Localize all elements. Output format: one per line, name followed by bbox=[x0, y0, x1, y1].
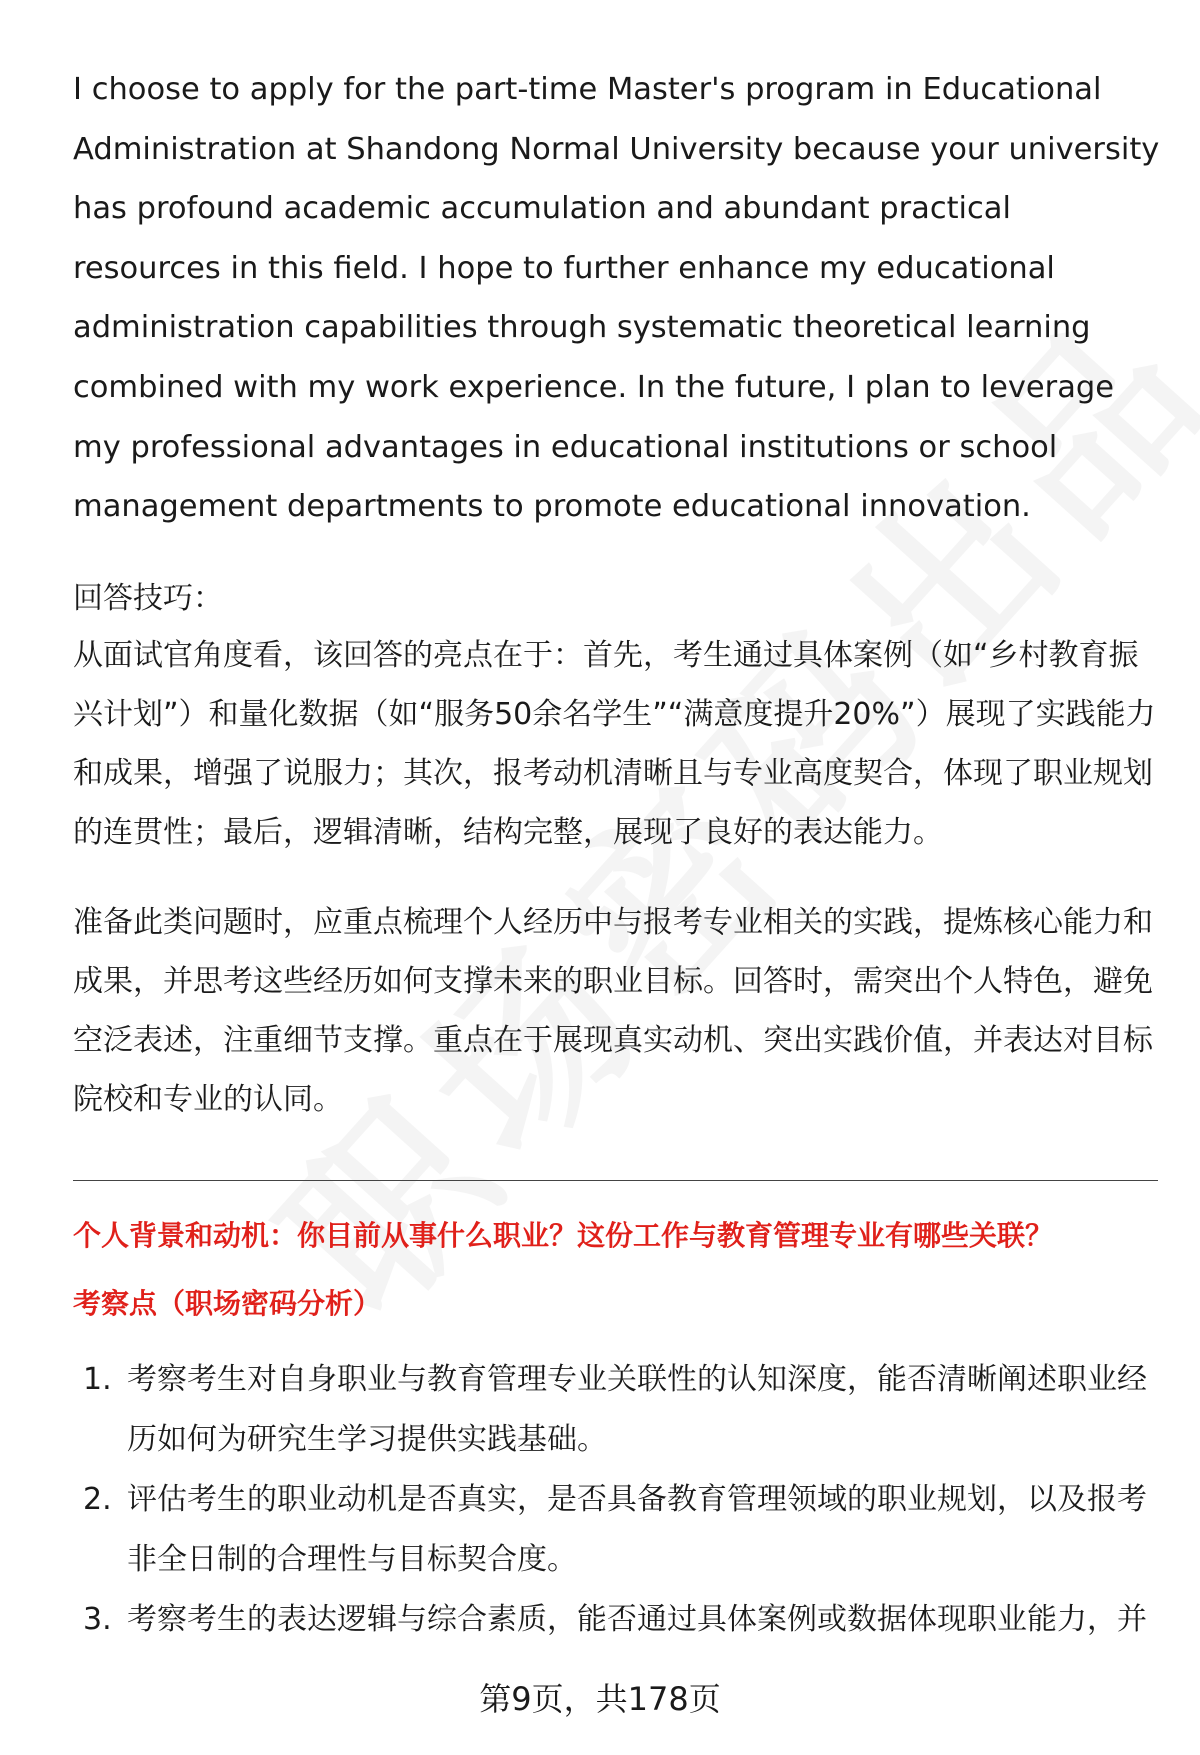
list-item-number: 2. bbox=[83, 1482, 112, 1517]
list-item bbox=[73, 1590, 1163, 1650]
tips-paragraph: 从面试官角度看，该回答的亮点在于：首先，考生通过具体案例（如“乡村教育振兴计划”）和量化数据（如“服务50余名学生”“满意度提升20%”）展现了实践能力和成果，增强了说服力；其次，报考动机清晰且与专业高度契合，体现了职业规划的连贯性；最后，逻辑清晰，结构完整，展现了良好的表达能力。 bbox=[73, 638, 1156, 850]
list-item-number: 1. bbox=[83, 1362, 112, 1397]
list-item-text: 考察考生对自身职业与教育管理专业关联性的认知深度，能否清晰阐述职业经历如何为研究生学习提供实践基础。 bbox=[127, 1362, 1147, 1457]
page-footer: 第9页，共178页 bbox=[479, 1680, 721, 1718]
list-item-number: 3. bbox=[83, 1602, 112, 1637]
analysis-points-list bbox=[73, 1350, 1163, 1650]
question-heading: 个人背景和动机：你目前从事什么职业？这份工作与教育管理专业有哪些关联？ bbox=[73, 1219, 1054, 1252]
section-divider bbox=[73, 1180, 1158, 1181]
english-answer-paragraph: I choose to apply for the part-time Master's program in Educational Administration at Shandong Normal University because your university has profound academic accumulation and abundant practical resources in this field. I hope to further enhance my educational administration capabilities through systematic theoretical learning combined with my work experience. In the future, I plan to leverage my professional advantages in educational institutions or school management departments to promote educational innovation. bbox=[73, 72, 1160, 525]
list-item-text: 考察考生的表达逻辑与综合素质，能否通过具体案例或数据体现职业能力，并 bbox=[127, 1602, 1147, 1637]
analysis-heading: 考察点（职场密码分析） bbox=[73, 1287, 382, 1320]
list-item bbox=[73, 1470, 1163, 1590]
list-item bbox=[73, 1350, 1163, 1470]
list-item-text: 评估考生的职业动机是否真实，是否具备教育管理领域的职业规划，以及报考非全日制的合理性与目标契合度。 bbox=[127, 1482, 1147, 1577]
tips-label: 回答技巧： bbox=[73, 581, 223, 616]
preparation-paragraph: 准备此类问题时，应重点梳理个人经历中与报考专业相关的实践，提炼核心能力和成果，并思考这些经历如何支撑未来的职业目标。回答时，需突出个人特色，避免空泛表述，注重细节支撑。重点在于展现真实动机、突出实践价值，并表达对目标院校和专业的认同。 bbox=[73, 905, 1153, 1117]
